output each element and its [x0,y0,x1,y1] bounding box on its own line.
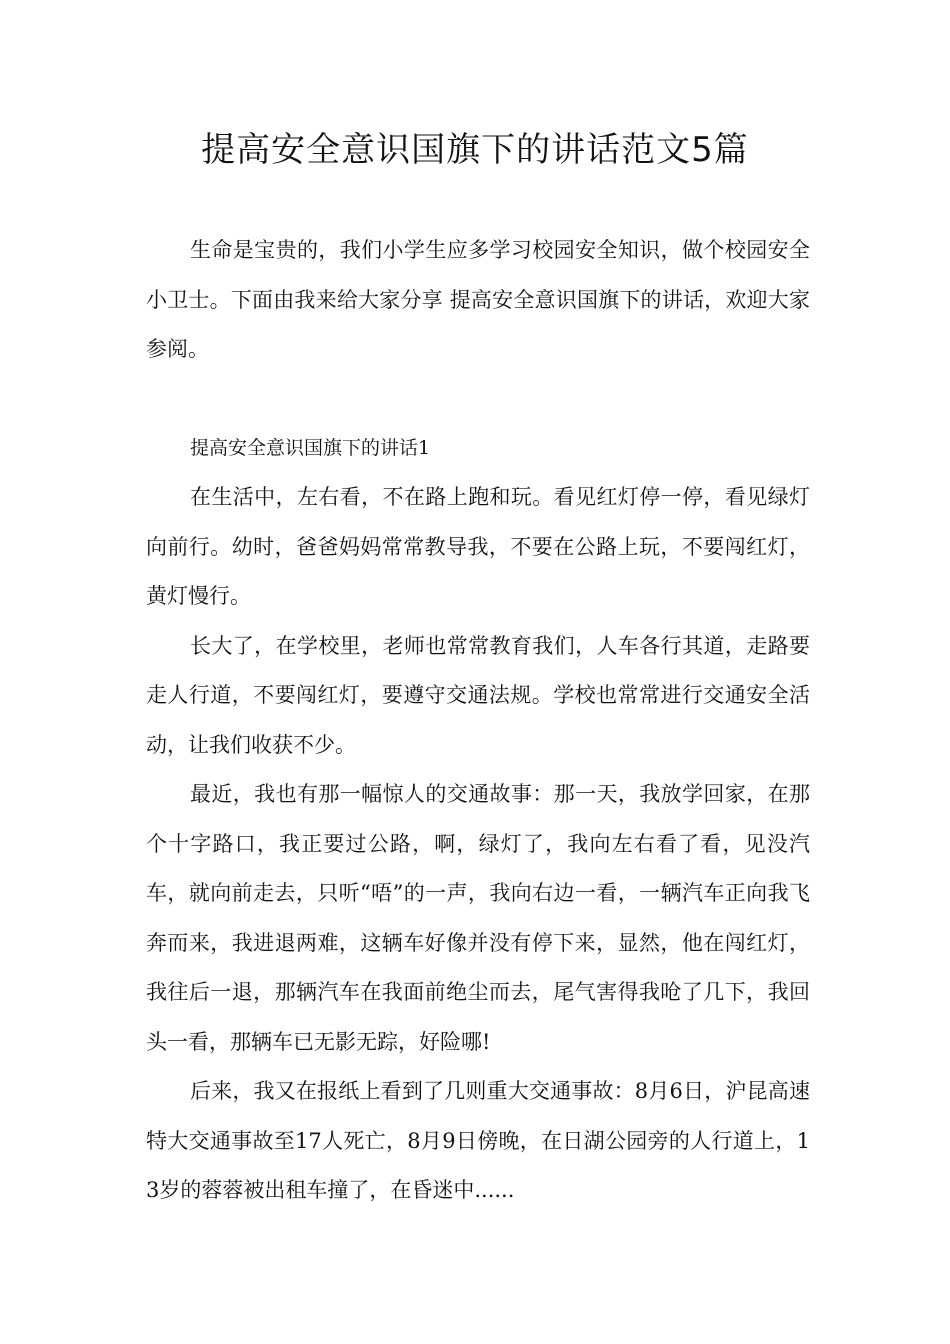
body-paragraph-1: 在生活中，左右看，不在路上跑和玩。看见红灯停一停，看见绿灯向前行。幼时，爸爸妈妈常常教导我，不要在公路上玩，不要闯红灯，黄灯慢行。 [146,485,810,608]
section-heading: 提高安全意识国旗下的讲话1 [190,436,431,459]
document-body [146,226,810,1216]
intro-paragraph: 生命是宝贵的，我们小学生应多学习校园安全知识，做个校园安全小卫士。下面由我来给大家分享 提高安全意识国旗下的讲话，欢迎大家参阅。 [146,238,810,361]
document-title: 提高安全意识国旗下的讲话范文5篇 [201,130,749,170]
body-paragraph-4: 后来，我又在报纸上看到了几则重大交通事故：8月6日，沪昆高速特大交通事故至17人死亡，8月9日傍晚，在日湖公园旁的人行道上，13岁的蓉蓉被出租车撞了，在昏迷中...... [146,1079,810,1202]
paragraph-spacer [146,375,810,424]
body-paragraph-2: 长大了，在学校里，老师也常常教育我们，人车各行其道，走路要走人行道，不要闯红灯，要遵守交通法规。学校也常常进行交通安全活动，让我们收获不少。 [146,633,810,757]
body-paragraph-3: 最近，我也有那一幅惊人的交通故事：那一天，我放学回家，在那个十字路口，我正要过公路，啊，绿灯了，我向左右看了看，见没汽车，就向前走去，只听“唔”的一声，我向右边一看，一辆汽车正向我飞奔而来，我进退两难，这辆车好像并没有停下来，显然，他在闯红灯，我往后一退，那辆汽车在我面前绝尘而去，尾气害得我呛了几下，我回头一看，那辆车已无影无踪，好险哪! [146,782,810,1054]
